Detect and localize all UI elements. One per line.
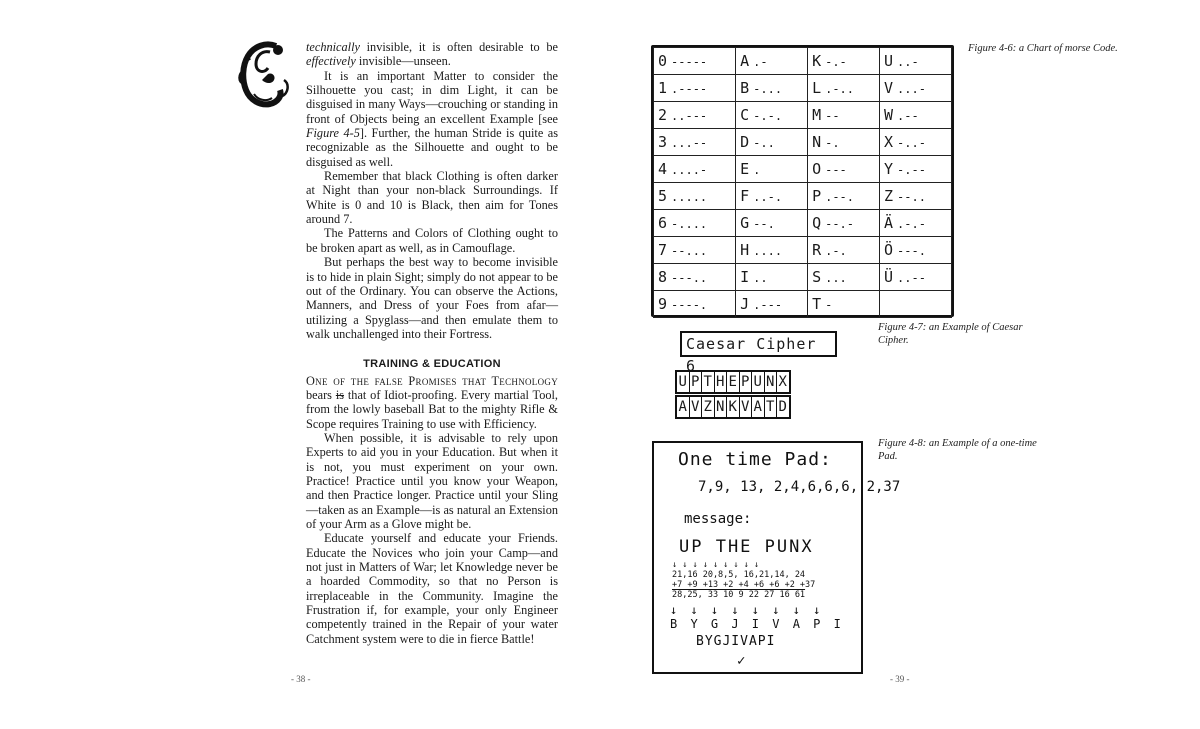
morse-cell	[808, 210, 880, 237]
page-number-left: - 38 -	[291, 674, 311, 684]
morse-cell	[808, 264, 880, 291]
morse-code: .	[753, 163, 761, 177]
morse-character: O	[812, 160, 822, 178]
morse-code: -.-	[825, 55, 847, 69]
morse-code: .---	[753, 298, 783, 312]
morse-character: Ä	[884, 214, 894, 232]
morse-character: Z	[884, 187, 894, 205]
morse-code: .--	[897, 109, 919, 123]
one-time-pad-figure	[652, 441, 901, 674]
morse-code: ..--	[897, 271, 926, 285]
morse-cell	[880, 237, 952, 264]
caesar-cipher-letter: K	[727, 397, 740, 417]
morse-character: W	[884, 106, 894, 124]
morse-character: F	[740, 187, 750, 205]
morse-code: ....-	[671, 163, 708, 177]
morse-character: 5	[658, 187, 668, 205]
morse-code: ..-	[897, 55, 919, 69]
section-heading: TRAINING & EDUCATION	[363, 358, 501, 371]
morse-code: -.--	[897, 163, 926, 177]
morse-row	[654, 264, 952, 291]
caesar-cipher-letter: A	[752, 397, 765, 417]
caesar-cipher-letter: T	[765, 397, 778, 417]
morse-code: ...--	[671, 136, 708, 150]
caesar-cipher-title: Caesar Cipher 6	[680, 331, 837, 357]
morse-row	[654, 210, 952, 237]
morse-cell	[736, 183, 808, 210]
caesar-plain-letter: X	[778, 374, 787, 390]
morse-cell	[808, 183, 880, 210]
morse-character: 4	[658, 160, 668, 178]
otp-title: One time Pad:	[678, 449, 832, 470]
morse-row	[654, 48, 952, 75]
morse-character: I	[740, 268, 750, 286]
morse-character: B	[740, 79, 750, 97]
morse-cell	[808, 291, 880, 318]
ornamental-dropcap-icon	[236, 40, 292, 112]
left-body-text	[306, 40, 558, 646]
morse-character: Y	[884, 160, 894, 178]
caesar-cipher-letter: Z	[702, 397, 715, 417]
morse-character: Ö	[884, 241, 894, 259]
morse-code: ..-.	[753, 190, 783, 204]
morse-code: ...	[825, 271, 847, 285]
morse-row	[654, 129, 952, 156]
morse-character: H	[740, 241, 750, 259]
morse-row	[654, 102, 952, 129]
morse-cell	[736, 75, 808, 102]
morse-character: D	[740, 133, 750, 151]
checkmark-icon: ✓	[737, 653, 746, 669]
morse-cell	[654, 75, 736, 102]
otp-math-line: 28,25, 33 10 9 22 27 16 61	[672, 590, 806, 600]
morse-cell	[880, 129, 952, 156]
morse-character: 3	[658, 133, 668, 151]
morse-character: P	[812, 187, 822, 205]
morse-character: 2	[658, 106, 668, 124]
morse-cell	[736, 264, 808, 291]
morse-character: 1	[658, 79, 668, 97]
figure-4-7-caption: Figure 4-7: an Example of Caesar Cipher.	[878, 322, 1023, 346]
morse-code: .-.	[825, 244, 847, 258]
caesar-plain-letter: T	[702, 372, 715, 392]
morse-character: E	[740, 160, 750, 178]
morse-code: -.-.	[753, 109, 783, 123]
morse-code: .....	[671, 190, 708, 204]
morse-cell	[880, 48, 952, 75]
morse-character: Q	[812, 214, 822, 232]
morse-character: 0	[658, 52, 668, 70]
morse-code-chart	[651, 45, 954, 317]
morse-cell	[736, 210, 808, 237]
morse-code: --.-	[825, 217, 855, 231]
morse-cell	[654, 210, 736, 237]
morse-code: ---	[825, 163, 847, 177]
morse-code: ..	[753, 271, 768, 285]
paragraph-patterns: The Patterns and Colors of Clothing ought to be broken apart as well, as in Camouflage.	[306, 226, 558, 255]
morse-character: S	[812, 268, 822, 286]
otp-output-arrows: ↓ ↓ ↓ ↓ ↓ ↓ ↓ ↓	[670, 603, 824, 617]
morse-cell	[654, 48, 736, 75]
morse-code: .----	[671, 82, 708, 96]
caesar-cipher-letter: N	[715, 397, 728, 417]
otp-keys: 7,9, 13, 2,4,6,6,6, 2,37	[698, 479, 901, 495]
otp-plaintext: UP THE PUNX	[679, 537, 814, 557]
morse-cell	[880, 156, 952, 183]
otp-math-line: +7 +9 +13 +2 +4 +6 +6 +2 +37	[672, 580, 816, 590]
paragraph-invisible: technically invisible, it is often desirable to be effectively invisible—unseen.	[306, 40, 558, 69]
morse-character: J	[740, 295, 750, 313]
morse-character: R	[812, 241, 822, 259]
morse-code: --...	[671, 244, 708, 258]
morse-character: A	[740, 52, 750, 70]
morse-code: .-	[753, 55, 768, 69]
morse-code: ...-	[897, 82, 926, 96]
morse-cell	[880, 183, 952, 210]
otp-math-line: 21,16 20,8,5, 16,21,14, 24	[672, 570, 806, 580]
paragraph-plain-sight: But perhaps the best way to become invisible is to hide in plain Sight; simply do not appear to be out of the Ordinary. You can observe the Actions, Manners, and Dress of your Foes from afar—utilizing a Spyglass—and then emulate them to walk unchallenged into their Fortress.	[306, 255, 558, 341]
morse-character: U	[884, 52, 894, 70]
morse-character: G	[740, 214, 750, 232]
morse-code: -----	[671, 55, 708, 69]
caesar-cipher-letter: V	[740, 397, 753, 417]
morse-code: .-.-	[897, 217, 926, 231]
morse-cell	[808, 102, 880, 129]
caesar-cipher-letter: D	[778, 399, 787, 415]
caesar-cipher-letter: A	[677, 397, 690, 417]
caesar-plain-letter: H	[715, 372, 728, 392]
morse-cell	[654, 156, 736, 183]
morse-code: -..	[753, 136, 775, 150]
otp-ciphertext: BYGJIVAPI	[696, 634, 776, 649]
otp-math-line: ↓ ↓ ↓ ↓ ↓ ↓ ↓ ↓ ↓	[672, 560, 759, 570]
morse-cell	[654, 183, 736, 210]
caesar-plain-letter: N	[765, 372, 778, 392]
morse-character: Ü	[884, 268, 894, 286]
morse-character: X	[884, 133, 894, 151]
morse-code: -..-	[897, 136, 926, 150]
morse-code: -	[825, 298, 833, 312]
morse-character: T	[812, 295, 822, 313]
morse-code: ---.	[897, 244, 926, 258]
morse-cell	[654, 237, 736, 264]
caesar-plain-letter: P	[690, 372, 703, 392]
morse-cell	[880, 264, 952, 291]
morse-cell	[808, 129, 880, 156]
paragraph-clothing-tone: Remember that black Clothing is often darker at Night than your non-black Surroundings. If White is 0 and 10 is Black, then aim for Tones around 7.	[306, 169, 558, 227]
morse-cell	[880, 291, 952, 318]
caesar-plaintext-row	[675, 370, 791, 394]
morse-character: V	[884, 79, 894, 97]
morse-code: .--.	[825, 190, 855, 204]
caesar-plain-letter: E	[727, 372, 740, 392]
morse-cell	[736, 102, 808, 129]
paragraph-experts: When possible, it is advisable to rely upon Experts to aid you in your Education. But when it is not, you must experiment on your own. Practice! Practice until you know your Weapon, and then Practice longer. Practice until your Sling—taken as an Example—is as natural an Extension of your Arm as a Glove might be.	[306, 430, 558, 531]
morse-cell	[654, 264, 736, 291]
morse-code: --.	[753, 217, 775, 231]
morse-code: -....	[671, 217, 708, 231]
otp-output-block	[670, 603, 844, 631]
morse-code: ----.	[671, 298, 708, 312]
morse-cell	[654, 291, 736, 318]
morse-code: --..	[897, 190, 926, 204]
figure-4-8-caption: Figure 4-8: an Example of a one-time Pad.	[878, 438, 1037, 462]
caesar-plain-letter: U	[752, 372, 765, 392]
morse-character: L	[812, 79, 822, 97]
morse-row	[654, 237, 952, 264]
morse-code: --	[825, 109, 840, 123]
morse-character: K	[812, 52, 822, 70]
morse-cell	[654, 129, 736, 156]
morse-code: .-..	[825, 82, 855, 96]
morse-cell	[880, 75, 952, 102]
morse-row	[654, 75, 952, 102]
morse-character: 9	[658, 295, 668, 313]
morse-table	[653, 47, 952, 318]
otp-message-label: message:	[684, 511, 752, 527]
morse-cell	[654, 102, 736, 129]
morse-cell	[808, 237, 880, 264]
morse-cell	[808, 75, 880, 102]
morse-code: -.	[825, 136, 840, 150]
morse-character: 6	[658, 214, 668, 232]
morse-cell	[880, 102, 952, 129]
morse-cell	[808, 48, 880, 75]
morse-code: ....	[753, 244, 783, 258]
paragraph-silhouette: It is an important Matter to consider the Silhouette you cast; in dim Light, it can be disguised in many Ways—crouching or standing in front of Objects being an excellent Example [see Figure 4-5]. Further, the human Stride is quite as recognizable as the Silhouette and ought to be disguised as well.	[306, 68, 558, 169]
morse-row	[654, 156, 952, 183]
caesar-plain-letter: U	[677, 372, 690, 392]
caesar-cipher-letter: V	[690, 397, 703, 417]
morse-cell	[736, 237, 808, 264]
caesar-plain-letter: P	[740, 372, 753, 392]
morse-character: C	[740, 106, 750, 124]
otp-output-letters: B Y G J I V A P I	[670, 617, 844, 631]
morse-character: 7	[658, 241, 668, 259]
morse-row	[654, 291, 952, 318]
caesar-ciphertext-row	[675, 395, 791, 419]
morse-code: ---..	[671, 271, 708, 285]
paragraph-educate: Educate yourself and educate your Friends. Educate the Novices who join your Camp—and not just in Matters of War; let Knowledge never be a hoarded Commodity, so that no Person is irreplaceable in the Community. Imagine the Frustration if, for example, your only Engineer competently trained in the Repair of your water Catchment system were to die in fierce Battle!	[306, 531, 558, 646]
morse-cell	[808, 156, 880, 183]
paragraph-section-lead: One of the false Promises that Technology bears is that of Idiot-proofing. Every martial Tool, from the lowly baseball Bat to the mighty Rifle & Scope requires Training to use with Efficiency.	[306, 373, 558, 431]
otp-math-block	[672, 560, 815, 600]
figure-4-6-caption: Figure 4-6: a Chart of morse Code.	[968, 43, 1118, 54]
morse-cell	[736, 48, 808, 75]
morse-code: -...	[753, 82, 783, 96]
page-number-right: - 39 -	[890, 674, 910, 684]
morse-character: M	[812, 106, 822, 124]
morse-cell	[736, 156, 808, 183]
morse-cell	[880, 210, 952, 237]
morse-row	[654, 183, 952, 210]
morse-cell	[736, 129, 808, 156]
morse-cell	[736, 291, 808, 318]
morse-code: ..---	[671, 109, 708, 123]
morse-character: N	[812, 133, 822, 151]
morse-character: 8	[658, 268, 668, 286]
